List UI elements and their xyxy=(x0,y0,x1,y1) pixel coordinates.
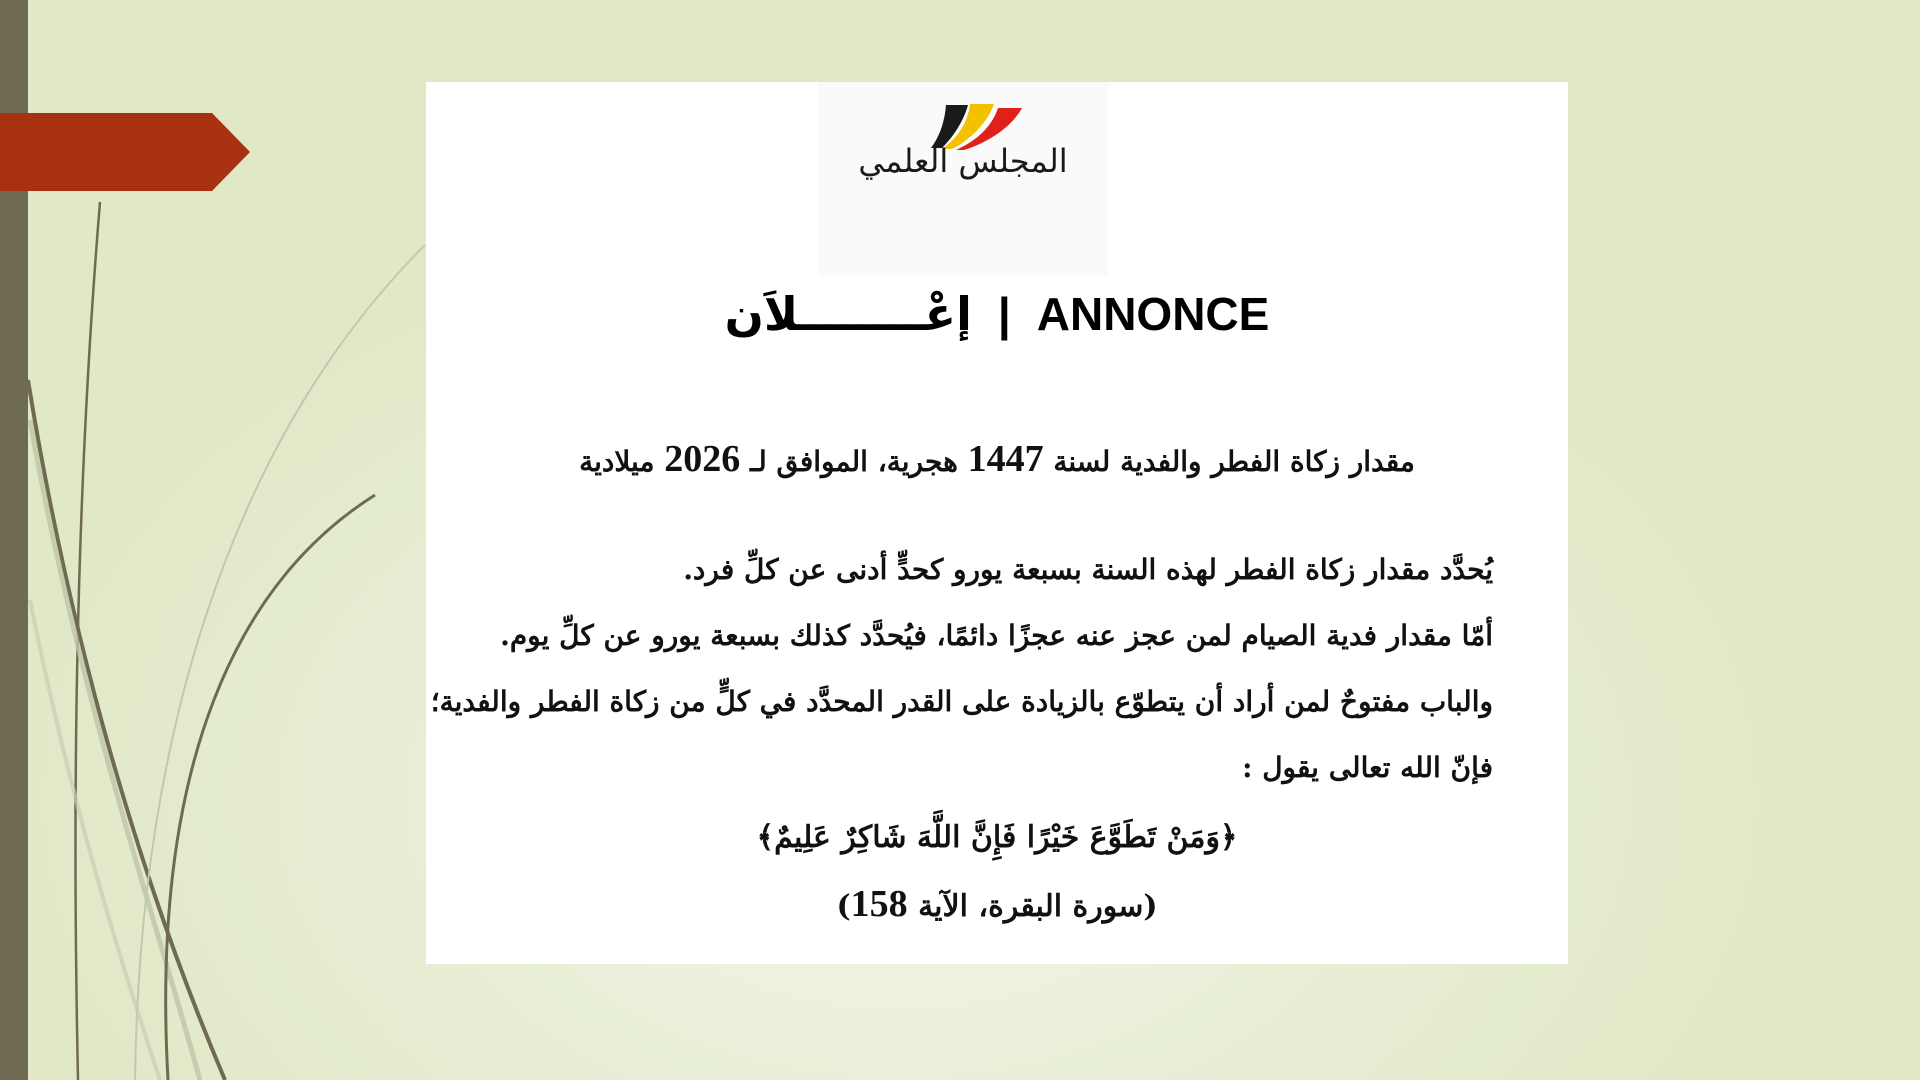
announcement-body xyxy=(430,537,1493,801)
hijri-year: 1447 xyxy=(967,438,1044,480)
announcement-panel xyxy=(426,82,1568,964)
subtitle-part3: ميلادية xyxy=(579,445,655,478)
logo-text: المجلس العلمي xyxy=(858,142,1068,180)
subtitle xyxy=(426,437,1568,481)
verse-reference xyxy=(426,882,1568,926)
body-line: فإنّ الله تعالى يقول : xyxy=(1242,751,1493,784)
reference-number: 158 xyxy=(850,883,908,925)
title-latin: ANNONCE xyxy=(1036,288,1270,340)
arrow-banner xyxy=(0,113,252,191)
title-separator: | xyxy=(997,288,1011,340)
gregorian-year: 2026 xyxy=(664,438,741,480)
body-line: والباب مفتوحٌ لمن أراد أن يتطوّع بالزيادة على القدر المحدَّد في كلٍّ من زكاة الفطر والفدية؛ xyxy=(430,685,1493,718)
page-title xyxy=(426,287,1568,341)
quran-verse: ﴿وَمَنْ تَطَوَّعَ خَيْرًا فَإِنَّ اللَّهَ شَاكِرٌ عَلِيمٌ﴾ xyxy=(756,820,1238,855)
body-line: يُحدَّد مقدار زكاة الفطر لهذه السنة بسبعة يورو كحدٍّ أدنى عن كلِّ فرد. xyxy=(683,553,1493,586)
subtitle-part1: مقدار زكاة الفطر والفدية لسنة xyxy=(1053,445,1415,478)
reference-suffix: ) xyxy=(836,889,851,924)
reference-prefix: (سورة البقرة، الآية xyxy=(918,889,1158,924)
subtitle-part2: هجرية، الموافق لـ xyxy=(750,445,958,478)
logo xyxy=(818,82,1108,276)
title-arabic: إعْــــــــلاَن xyxy=(724,287,972,341)
body-line: أمّا مقدار فدية الصيام لمن عجز عنه عجزًا دائمًا، فيُحدَّد كذلك بسبعة يورو عن كلِّ يوم. xyxy=(500,619,1493,652)
